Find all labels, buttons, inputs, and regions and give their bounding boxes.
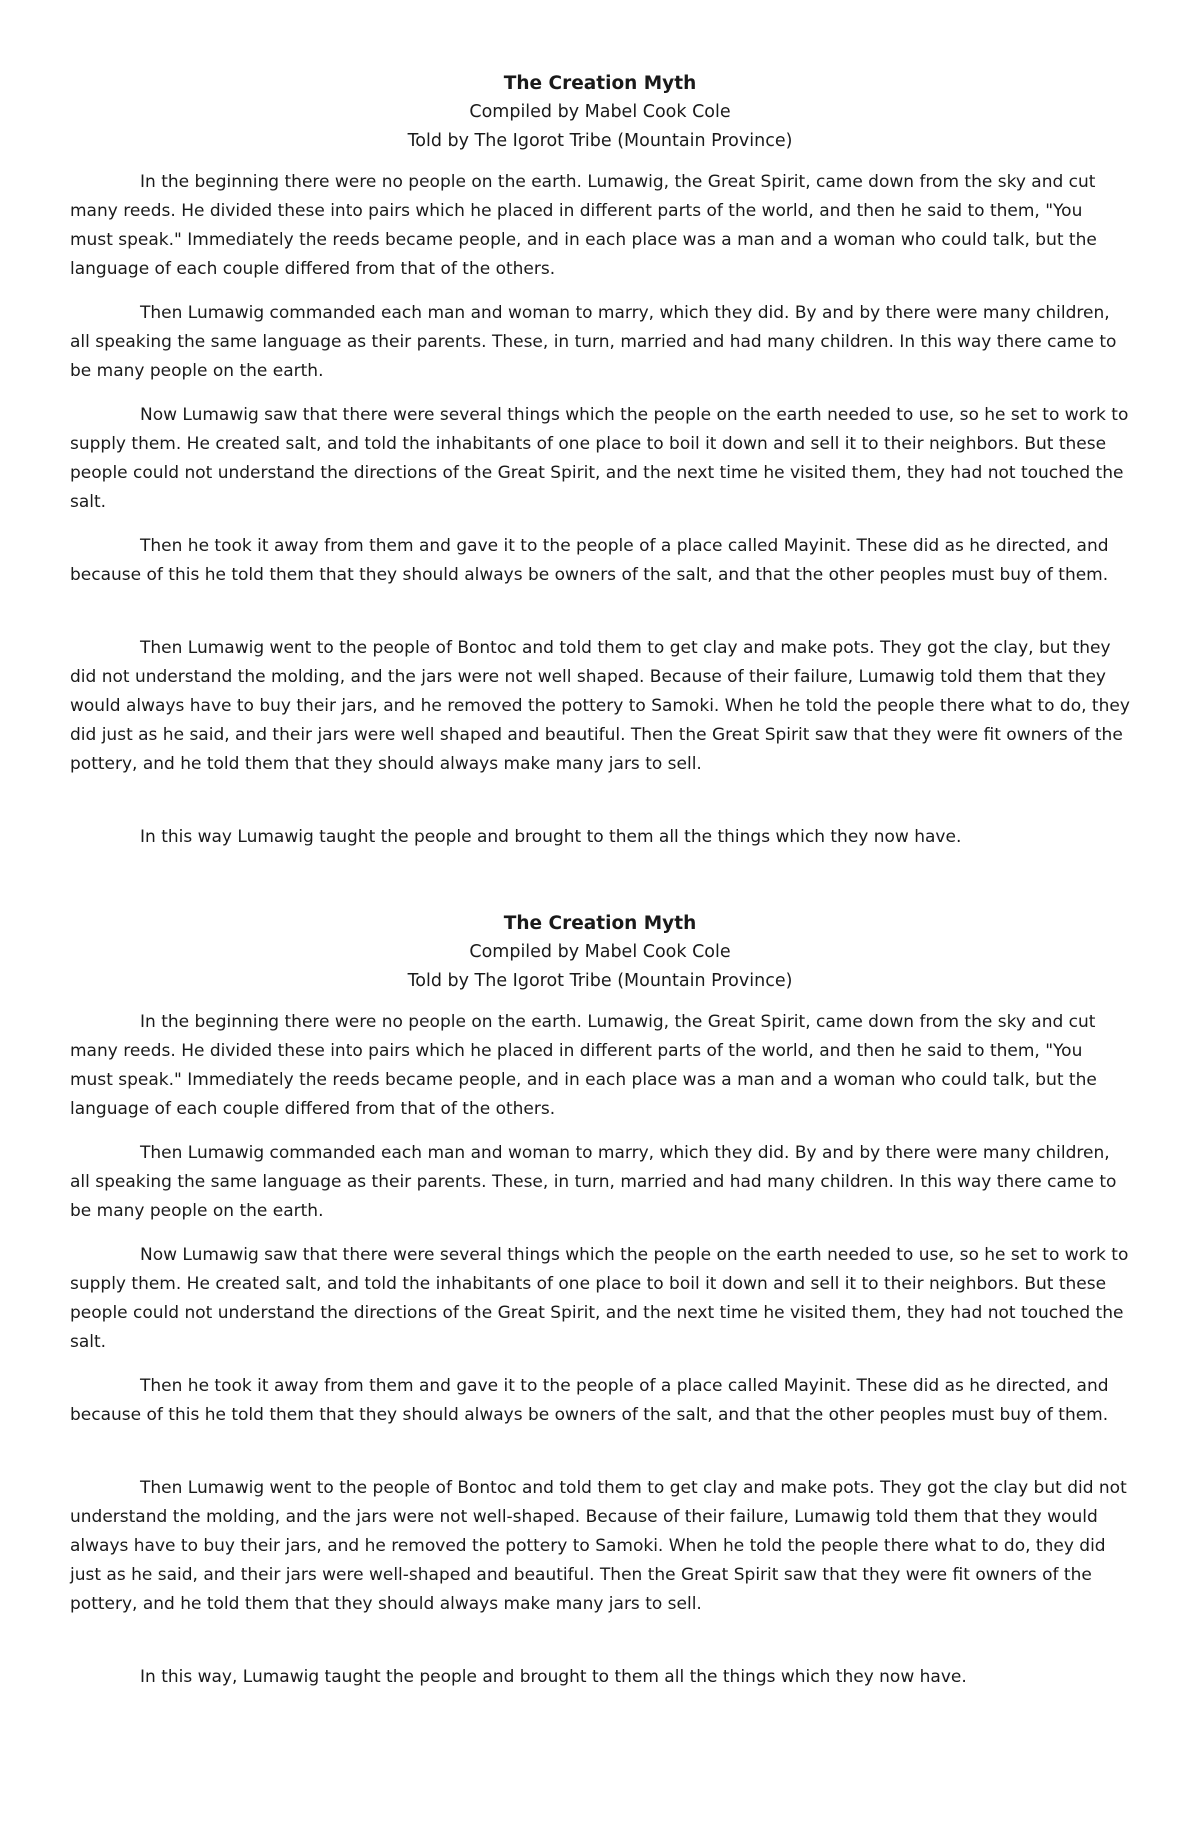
story-paragraph: In the beginning there were no people on the earth. Lumawig, the Great Spirit, came down from the sky and cut many reeds. He divided these into pairs which he placed in different parts of the world, and then he said to them, "You must speak." Immediately the reeds became people, and in each place was a man and a woman who could talk, but the language of each couple differed from that of the others. bbox=[70, 172, 1097, 279]
story-title: The Creation Myth bbox=[503, 913, 697, 934]
compiled-by-line: Compiled by Mabel Cook Cole bbox=[469, 102, 731, 122]
story-paragraph: Then Lumawig commanded each man and woman to marry, which they did. By and by there were many children, all speaking the same language as their parents. These, in turn, married and had many children. In this way there came to be many people on the earth. bbox=[70, 303, 1117, 381]
story-paragraph: Now Lumawig saw that there were several things which the people on the earth needed to use, so he set to work to supply them. He created salt, and told the inhabitants of one place to boil it down and sell it to their neighbors. But these people could not understand the directions of the Great Spirit, and the next time he visited them, they had not touched the salt. bbox=[70, 1245, 1129, 1352]
told-by-line: Told by The Igorot Tribe (Mountain Province) bbox=[407, 131, 793, 151]
story-paragraph: Then Lumawig went to the people of Bontoc and told them to get clay and make pots. They got the clay but did not understand the molding, and the jars were not well-shaped. Because of their failure, Lumawig told them that they would always have to buy their jars, and he removed the pottery to Samoki. When he told the people there what to do, they did just as he said, and their jars were well-shaped and beautiful. Then the Great Spirit saw that they were fit owners of the pottery, and he told them that they should always make many jars to sell. bbox=[70, 1478, 1127, 1614]
story-paragraph: In the beginning there were no people on the earth. Lumawig, the Great Spirit, came down from the sky and cut many reeds. He divided these into pairs which he placed in different parts of the world, and then he said to them, "You must speak." Immediately the reeds became people, and in each place was a man and a woman who could talk, but the language of each couple differed from that of the others. bbox=[70, 1012, 1097, 1119]
story-section-1 bbox=[70, 70, 1130, 852]
told-by-line: Told by The Igorot Tribe (Mountain Province) bbox=[407, 971, 793, 991]
story-paragraph: In this way, Lumawig taught the people and brought to them all the things which they now have. bbox=[140, 1667, 967, 1687]
document-page bbox=[70, 70, 1130, 1692]
story-section-2 bbox=[70, 910, 1130, 1692]
compiled-by-line: Compiled by Mabel Cook Cole bbox=[469, 942, 731, 962]
story-paragraph: In this way Lumawig taught the people and brought to them all the things which they now have. bbox=[140, 827, 962, 847]
story-paragraph: Then Lumawig commanded each man and woman to marry, which they did. By and by there were many children, all speaking the same language as their parents. These, in turn, married and had many children. In this way there came to be many people on the earth. bbox=[70, 1143, 1117, 1221]
story-title: The Creation Myth bbox=[503, 73, 697, 94]
story-paragraph: Then he took it away from them and gave it to the people of a place called Mayinit. These did as he directed, and because of this he told them that they should always be owners of the salt, and that the other peoples must buy of them. bbox=[70, 536, 1109, 585]
story-paragraph: Then Lumawig went to the people of Bontoc and told them to get clay and make pots. They got the clay, but they did not understand the molding, and the jars were not well shaped. Because of their failure, Lumawig told them that they would always have to buy their jars, and he removed the pottery to Samoki. When he told the people there what to do, they did just as he said, and their jars were well shaped and beautiful. Then the Great Spirit saw that they were fit owners of the pottery, and he told them that they should always make many jars to sell. bbox=[70, 638, 1130, 774]
story-paragraph: Now Lumawig saw that there were several things which the people on the earth needed to use, so he set to work to supply them. He created salt, and told the inhabitants of one place to boil it down and sell it to their neighbors. But these people could not understand the directions of the Great Spirit, and the next time he visited them, they had not touched the salt. bbox=[70, 405, 1129, 512]
story-paragraph: Then he took it away from them and gave it to the people of a place called Mayinit. These did as he directed, and because of this he told them that they should always be owners of the salt, and that the other peoples must buy of them. bbox=[70, 1376, 1109, 1425]
